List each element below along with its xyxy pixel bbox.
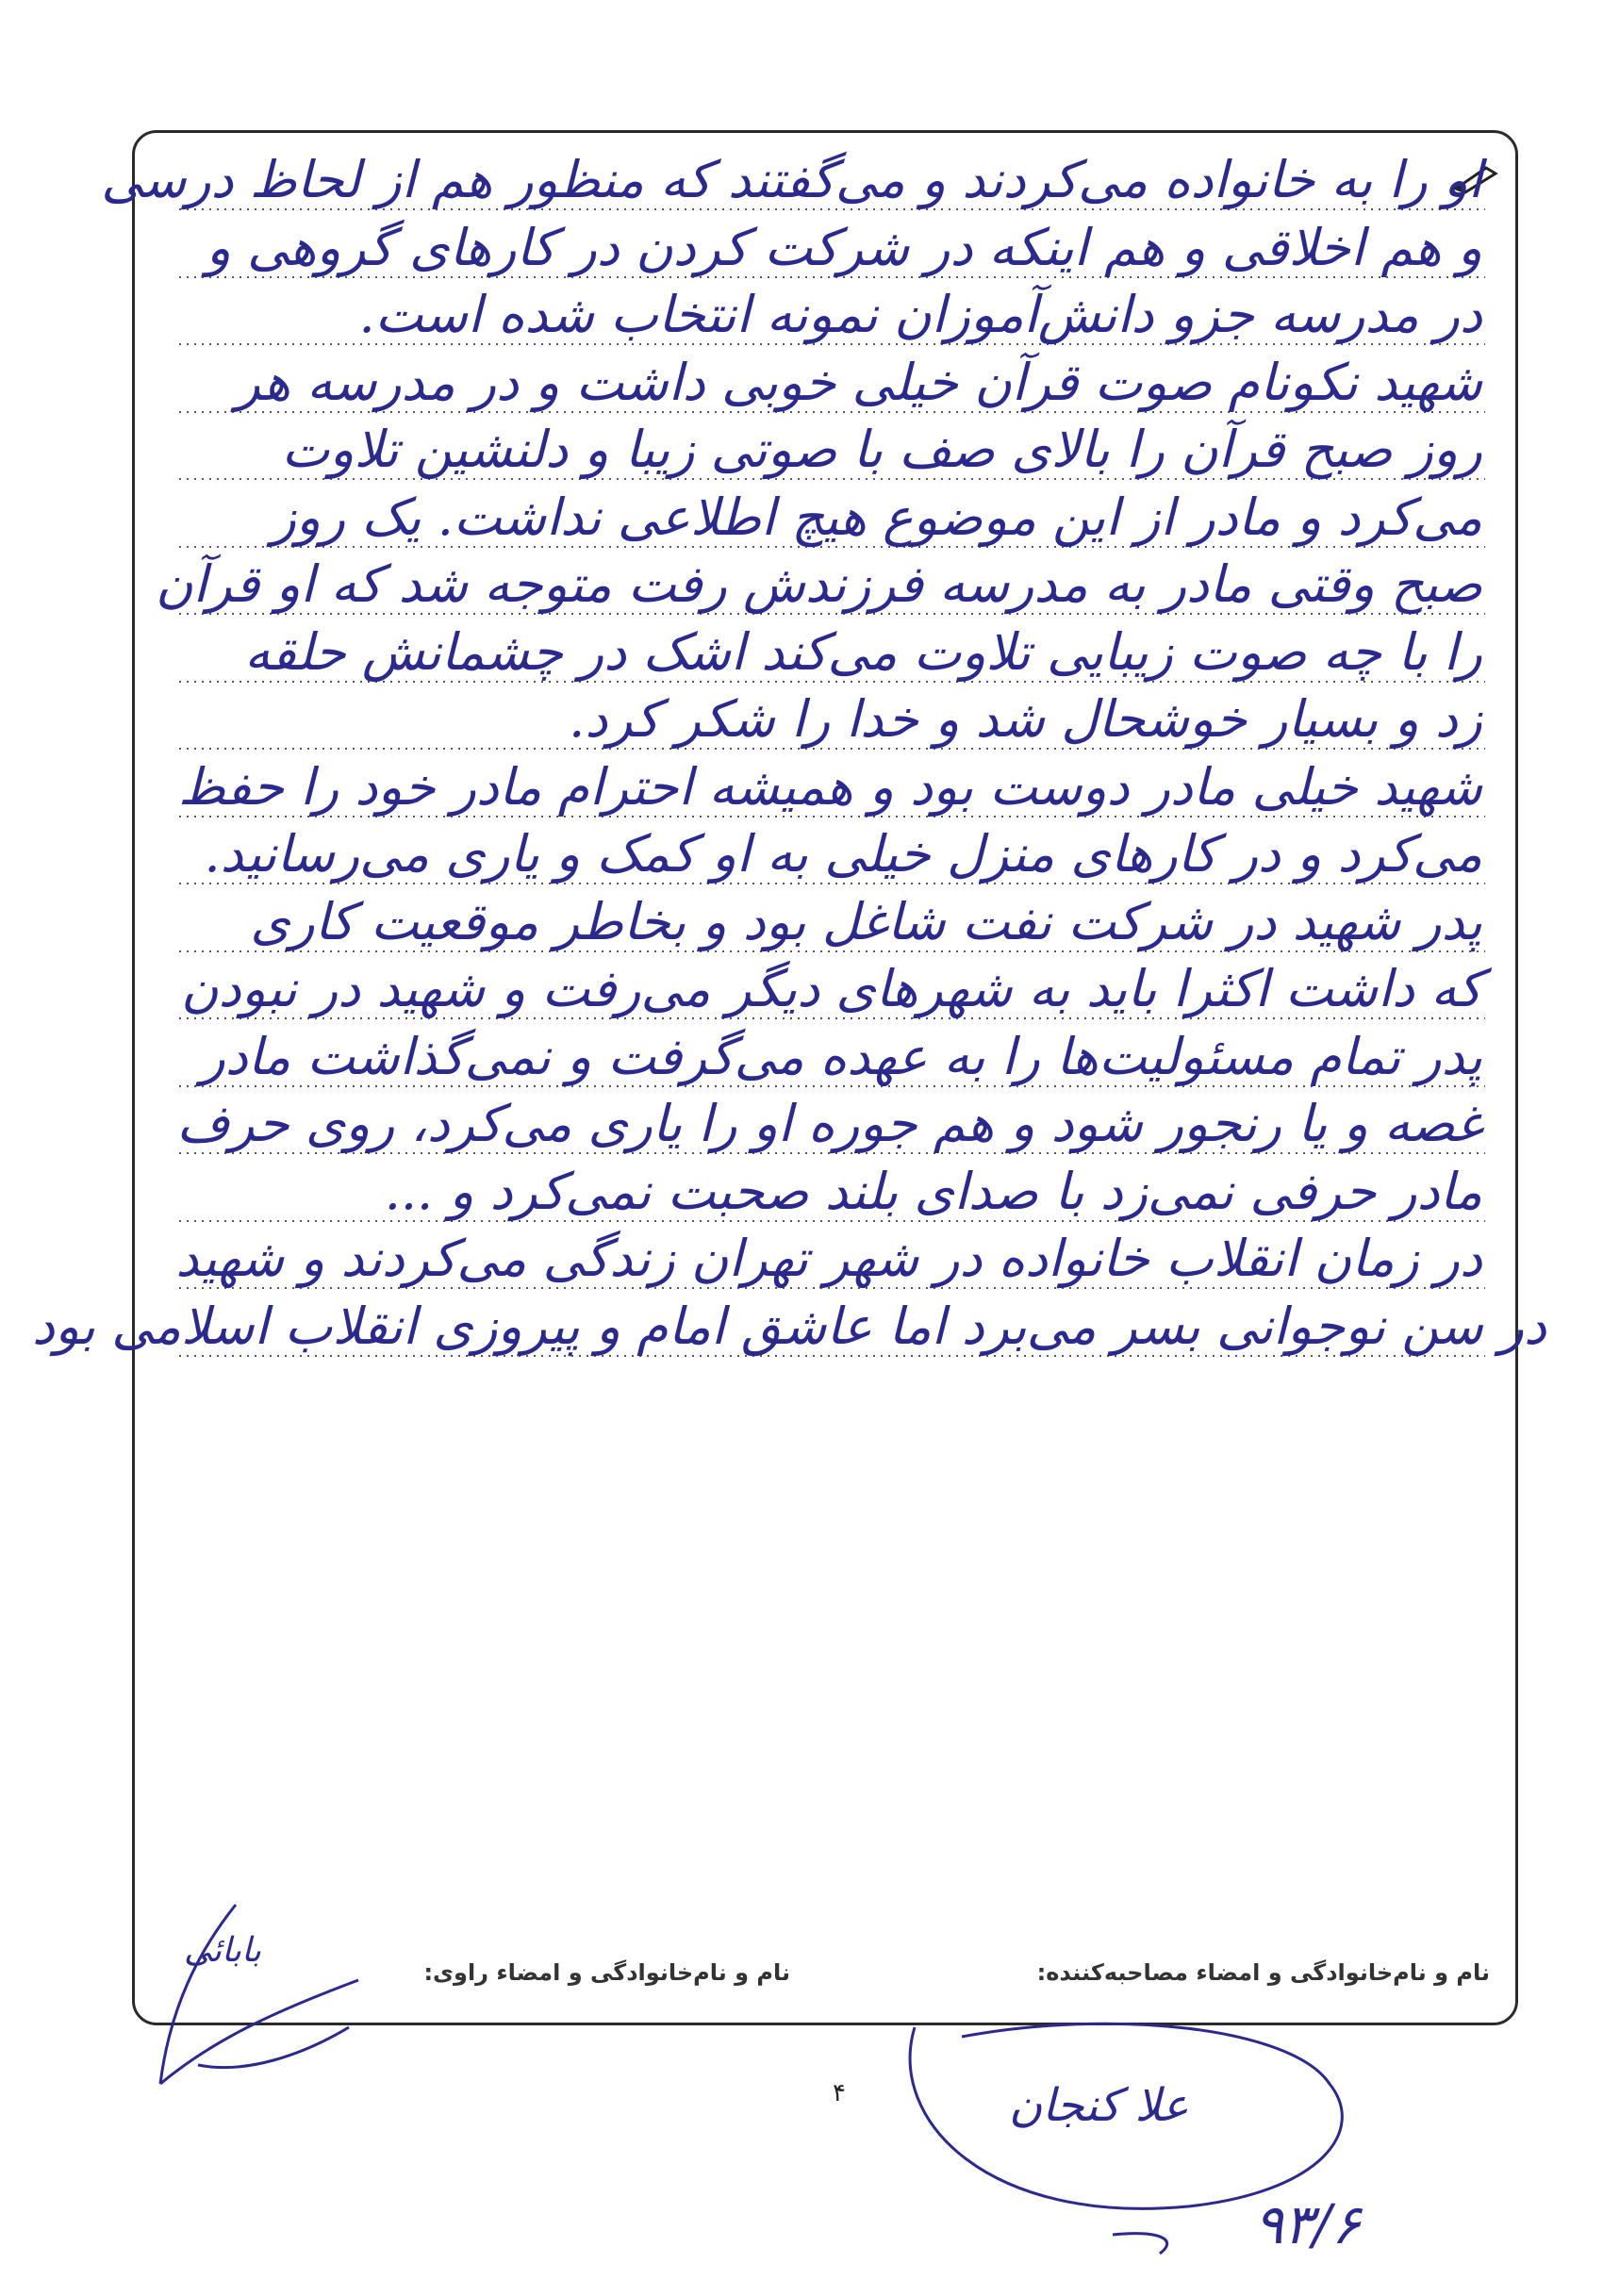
- handwritten-line: غصه و یا رنجور شود و هم جوره او را یاری می‌کرد، روی حرف: [176, 1094, 1482, 1153]
- narrator-signature-label: نام و نام‌خانوادگی و امضاء راوی:: [423, 1959, 790, 1986]
- interviewer-signature-label: نام و نام‌خانوادگی و امضاء مصاحبه‌کننده:: [1036, 1959, 1490, 1986]
- handwritten-line: زد و بسیار خوشحال شد و خدا را شکر کرد.: [569, 689, 1482, 749]
- handwritten-line: شهید نکونام صوت قرآن خیلی خوبی داشت و در مدرسه هر: [235, 353, 1482, 412]
- page-number: ۴: [833, 2079, 846, 2107]
- handwritten-line: در سن نوجوانی بسر می‌برد اما عاشق امام و پیروزی انقلاب اسلامی بود: [31, 1297, 1546, 1356]
- interviewer-signature-name: علا کنجان: [1009, 2079, 1189, 2132]
- handwritten-line: را با چه صوت زیبایی تلاوت می‌کند اشک در چشمانش حلقه: [244, 622, 1482, 682]
- handwritten-date: ۹۳/۶: [1254, 2192, 1361, 2256]
- handwritten-line: روز صبح قرآن را بالای صف با صوتی زیبا و دلنشین تلاوت: [281, 420, 1482, 479]
- handwritten-line: در زمان انقلاب خانواده در شهر تهران زندگی می‌کردند و شهید: [175, 1229, 1482, 1288]
- handwritten-line: او را به خانواده می‌کردند و می‌گفتند که منظور هم از لحاظ درسی: [101, 150, 1482, 209]
- handwritten-line: در مدرسه جزو دانش‌آموزان نمونه انتخاب شده است.: [358, 285, 1482, 344]
- handwritten-line: که داشت اکثرا باید به شهرهای دیگر می‌رفت و شهید در نبودن: [180, 959, 1482, 1018]
- handwritten-line: پدر شهید در شرکت نفت شاغل بود و بخاطر موقعیت کاری: [250, 892, 1482, 951]
- handwritten-line: می‌کرد و مادر از این موضوع هیچ اطلاعی نداشت. یک روز: [271, 487, 1482, 547]
- handwritten-line: مادر حرفی نمی‌زد با صدای بلند صحبت نمی‌کرد و ...: [384, 1162, 1482, 1221]
- handwritten-line: شهید خیلی مادر دوست بود و همیشه احترام مادر خود را حفظ: [178, 757, 1482, 817]
- handwritten-line: می‌کرد و در کارهای منزل خیلی به او کمک و یاری می‌رسانید.: [204, 824, 1482, 884]
- handwritten-line: و هم اخلاقی و هم اینکه در شرکت کردن در کارهای گروهی و: [206, 218, 1482, 277]
- handwritten-line: پدر تمام مسئولیت‌ها را به عهده می‌گرفت و نمی‌گذاشت مادر: [200, 1027, 1482, 1086]
- narrator-signature-text: بابائی: [184, 1931, 262, 1970]
- handwritten-line: صبح وقتی مادر به مدرسه فرزندش رفت متوجه شد که او قرآن: [156, 554, 1482, 614]
